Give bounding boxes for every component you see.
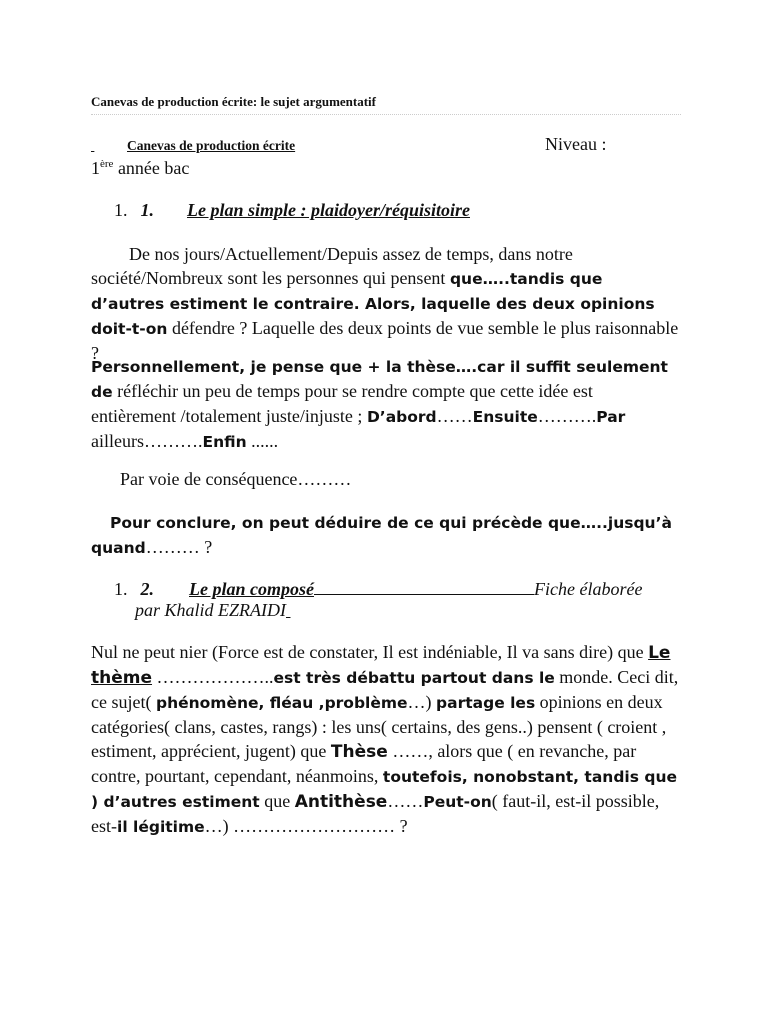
s2p1-text-j: toutefois, nonobstant, tandis que ) d’autres estiment <box>91 768 677 811</box>
s2p1-text-o: il légitime <box>117 818 205 836</box>
section1-paragraph-1 <box>91 242 681 365</box>
annee-prefix: 1 <box>91 158 100 178</box>
s1p2-text-j: ...... <box>246 431 279 451</box>
s1p1-text-b: que…..tandis que d’autres estiment le contraire. Alors, laquelle des deux opinions doit-t-on <box>91 270 655 338</box>
canvas-label-text: Canevas de production écrite <box>127 138 296 153</box>
s1p2-text-c: D’abord <box>366 408 437 426</box>
s1p2-text-d: …… <box>436 406 473 426</box>
section2-heading <box>114 576 642 600</box>
s1p1-text-c: défendre ? Laquelle des deux points de vue semble le plus raisonnable ? <box>91 318 679 363</box>
s2p1-text-a: Nul ne peut nier (Force est de constater, Il est indéniable, Il va sans dire) que <box>91 642 649 662</box>
s2p1-text-d: monde. Ceci dit, ce sujet( <box>91 667 679 712</box>
section1-list-number: 1. <box>114 200 128 220</box>
section1-number: 1. <box>140 200 154 220</box>
annee-label <box>91 158 189 179</box>
s2p1-text-e: phénomène, fléau ,problème <box>155 694 408 712</box>
s1p2-text-a: Personnellement, je pense que + la thèse….car il suffit seulement de <box>91 358 668 401</box>
s1p2-text-g: Par <box>596 408 626 426</box>
s2p1-theme: Le thème <box>91 643 671 688</box>
annee-suffix: année bac <box>113 158 190 178</box>
section1-title: Le plan simple : plaidoyer/réquisitoire <box>187 200 470 220</box>
niveau-label: Niveau : <box>545 134 607 154</box>
section2-author-text: par Khalid EZRAIDI <box>135 600 286 620</box>
section1-heading <box>114 200 470 221</box>
s1p2-text-i: Enfin <box>202 433 247 451</box>
canvas-label-underline-lead <box>91 138 127 154</box>
section1-paragraph-3: Par voie de conséquence……… <box>120 469 352 489</box>
section2-fiche: Fiche élaborée <box>533 579 643 599</box>
s2p1-antithese: Antithèse <box>294 792 388 812</box>
s2p1-text-n: ( faut-il, est-il possible, est- <box>91 791 660 836</box>
s1p2-text-b: réfléchir un peu de temps pour se rendre compte que cette idée est entièrement /totalement juste/injuste ; <box>91 381 593 426</box>
s1p4-text-a: Pour conclure, on peut déduire de ce qui précède que…..jusqu’à <box>110 514 672 532</box>
section2-paragraph-1 <box>91 640 681 839</box>
s2p1-text-i: ……, alors que ( en revanche, par contre, pourtant, cependant, néanmoins, <box>91 741 637 786</box>
s2p1-text-k: que <box>259 791 295 811</box>
s2p1-text-g: partage les <box>436 694 536 712</box>
section2-author-underline <box>286 600 291 620</box>
s2p1-text-h: opinions en deux catégories( clans, castes, rangs) : les uns( certains, des gens..) pensent ( croient , estiment, apprécient, jugent) que <box>91 692 667 761</box>
s2p1-text-l: …… <box>387 791 424 811</box>
s1p4-text-c: ……… ? <box>145 537 213 557</box>
s2p1-text-c: est très débattu partout dans le <box>273 669 555 687</box>
section2-title-fill-line <box>314 576 534 595</box>
s1p1-text-a: De nos jours/Actuellement/Depuis assez de temps, dans notre société/Nombreux sont les personnes qui pensent <box>91 244 573 288</box>
s2p1-text-p: …) ……………………… ? <box>204 816 408 836</box>
s2p1-text-m: Peut-on <box>423 793 492 811</box>
canvas-label <box>91 138 295 154</box>
s1p2-text-h: ailleurs………. <box>91 431 203 451</box>
section2-list-number: 1. <box>114 579 128 599</box>
s2p1-text-f: …) <box>407 692 437 712</box>
section1-paragraph-4 <box>91 510 681 560</box>
s1p4-text-b: quand <box>91 539 146 557</box>
title-divider <box>91 114 681 115</box>
section2-author <box>135 600 291 621</box>
section2-title: Le plan composé <box>189 579 314 599</box>
s1p2-text-f: ………. <box>537 406 597 426</box>
s1p2-text-e: Ensuite <box>472 408 538 426</box>
s2p1-text-b: ……………….. <box>152 667 274 687</box>
section2-number: 2. <box>140 579 154 599</box>
annee-sup: ère <box>100 158 114 170</box>
section1-paragraph-2 <box>91 354 681 454</box>
document-title: Canevas de production écrite: le sujet argumentatif <box>91 94 376 109</box>
s2p1-these: Thèse <box>330 742 388 762</box>
